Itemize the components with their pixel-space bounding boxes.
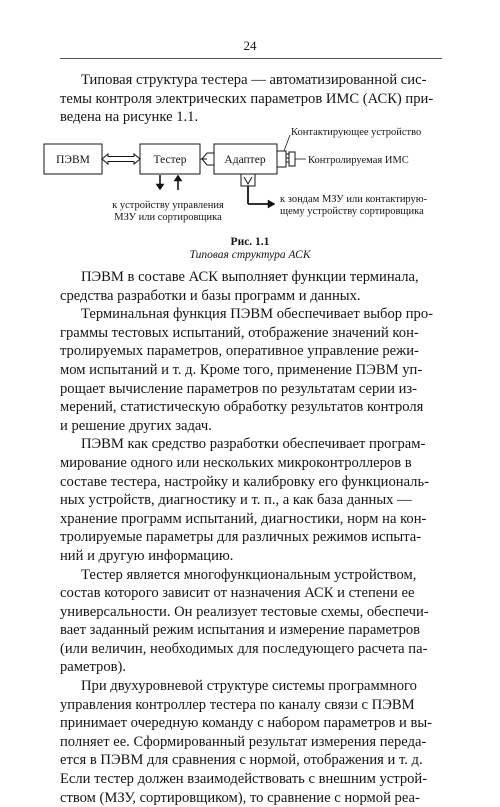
paragraph-line: раметров). xyxy=(60,659,127,676)
tester-io-arrows xyxy=(156,175,182,190)
paragraph-line: Если тестер должен взаимодействовать с внешним устрой- xyxy=(60,771,428,788)
paragraph-line: мерений, статистическую обработку результатов контроля xyxy=(60,399,424,416)
paragraph-line: мом испытаний и т. д. Кроме того, применение ПЭВМ уп- xyxy=(60,361,423,378)
paragraph-line: Тестер является многофункциональным устройством, xyxy=(81,566,417,583)
to-probes-label-2: щему устройству сортировщика xyxy=(280,206,424,217)
paragraph xyxy=(60,677,442,807)
header-rule xyxy=(60,58,442,59)
paragraph-line: При двухуровневой структуре системы программного xyxy=(81,678,417,695)
adapter-probe-connector xyxy=(241,174,275,208)
paragraph-line: тролируемые параметры для различных режимов испыта- xyxy=(60,529,422,546)
intro-line: ведена на рисунке 1.1. xyxy=(60,109,199,126)
figure-caption: Типовая структура АСК xyxy=(189,249,311,261)
to-probes-label-1: к зондам МЗУ или контактирую- xyxy=(280,194,428,205)
paragraph-line: универсальности. Он реализует тестовые схемы, обеспечи- xyxy=(60,603,429,620)
paragraph xyxy=(60,435,442,565)
to-control-label-1: к устройству управления xyxy=(112,200,224,211)
figure-diagram xyxy=(44,120,456,228)
paragraph-line: составе тестера, настройку и калибровку его функциональ- xyxy=(60,473,429,490)
controlled-ic-label: Контролируемая ИМС xyxy=(308,155,409,166)
paragraph-line: ством (МЗУ, сортировщиком), то сравнение с нормой реа- xyxy=(60,789,420,806)
figure-number: Рис. 1.1 xyxy=(230,236,270,248)
adapter-label: Адаптер xyxy=(224,154,266,166)
paragraph-line: средства разработки и базы программ и данных. xyxy=(60,287,361,304)
intro-line: темы контроля электрических параметров ИМС (АСК) при- xyxy=(60,90,434,107)
paragraph-line: Терминальная функция ПЭВМ обеспечивает выбор про- xyxy=(81,306,433,323)
paragraph-line: мирование одного или нескольких микроконтроллеров в xyxy=(60,454,412,471)
paragraph-line: рощает вычисление параметров по результатам серии из- xyxy=(60,380,418,397)
paragraph-line: (или величин, необходимых для последующего расчета па- xyxy=(60,640,428,657)
paragraph-line: ПЭВМ в составе АСК выполняет функции терминала, xyxy=(81,269,419,285)
paragraph-line: и решение других задач. xyxy=(60,417,212,434)
pc-label: ПЭВМ xyxy=(56,154,90,166)
paragraph-line: вает заданный режим испытания и измерение параметров xyxy=(60,622,421,639)
intro-line: Типовая структура тестера — автоматизированной сис- xyxy=(81,72,427,88)
paragraph xyxy=(60,305,442,435)
paragraph-line: хранение программ испытаний, диагностики, норм на кон- xyxy=(60,510,427,527)
tester-label: Тестер xyxy=(153,154,187,166)
paragraph-line: состав которого зависит от назначения АСК и степени ее xyxy=(60,585,415,602)
paragraph-line: тролируемых параметров, оперативное управление режи- xyxy=(60,343,419,360)
paragraph-line: ПЭВМ как средство разработки обеспечивает програм- xyxy=(81,436,426,453)
contact-device-leader xyxy=(284,135,290,151)
intro-text xyxy=(60,71,442,127)
contact-device xyxy=(277,151,286,167)
paragraph-line: принимает очередную команду с набором параметров и вы- xyxy=(60,715,433,732)
paragraph-line: ется в ПЭВМ для сравнения с нормой, отображения и т. д. xyxy=(60,752,423,769)
intro-paragraph xyxy=(60,71,442,127)
paragraph-line: управления контроллер тестера по каналу связи с ПЭВМ xyxy=(60,696,415,713)
paragraph-line: граммы тестовых испытаний, отображение значений кон- xyxy=(60,324,419,341)
paragraph-line: ний и другую информацию. xyxy=(60,547,234,564)
body-text xyxy=(60,268,442,807)
contact-device-label: Контактирующее устройство xyxy=(291,127,422,138)
page-number: 24 xyxy=(243,38,257,53)
pc-tester-link xyxy=(102,154,140,164)
tester-adapter-link xyxy=(200,153,214,165)
controlled-ic xyxy=(289,152,295,166)
paragraph xyxy=(60,566,442,678)
paragraph-line: ных устройств, диагностику и т. п., а как база данных — xyxy=(60,492,412,509)
paragraph xyxy=(60,268,442,305)
paragraph-line: полняет ее. Сформированный результат измерения переда- xyxy=(60,733,427,750)
to-control-label-2: МЗУ или сортировщика xyxy=(114,212,222,223)
